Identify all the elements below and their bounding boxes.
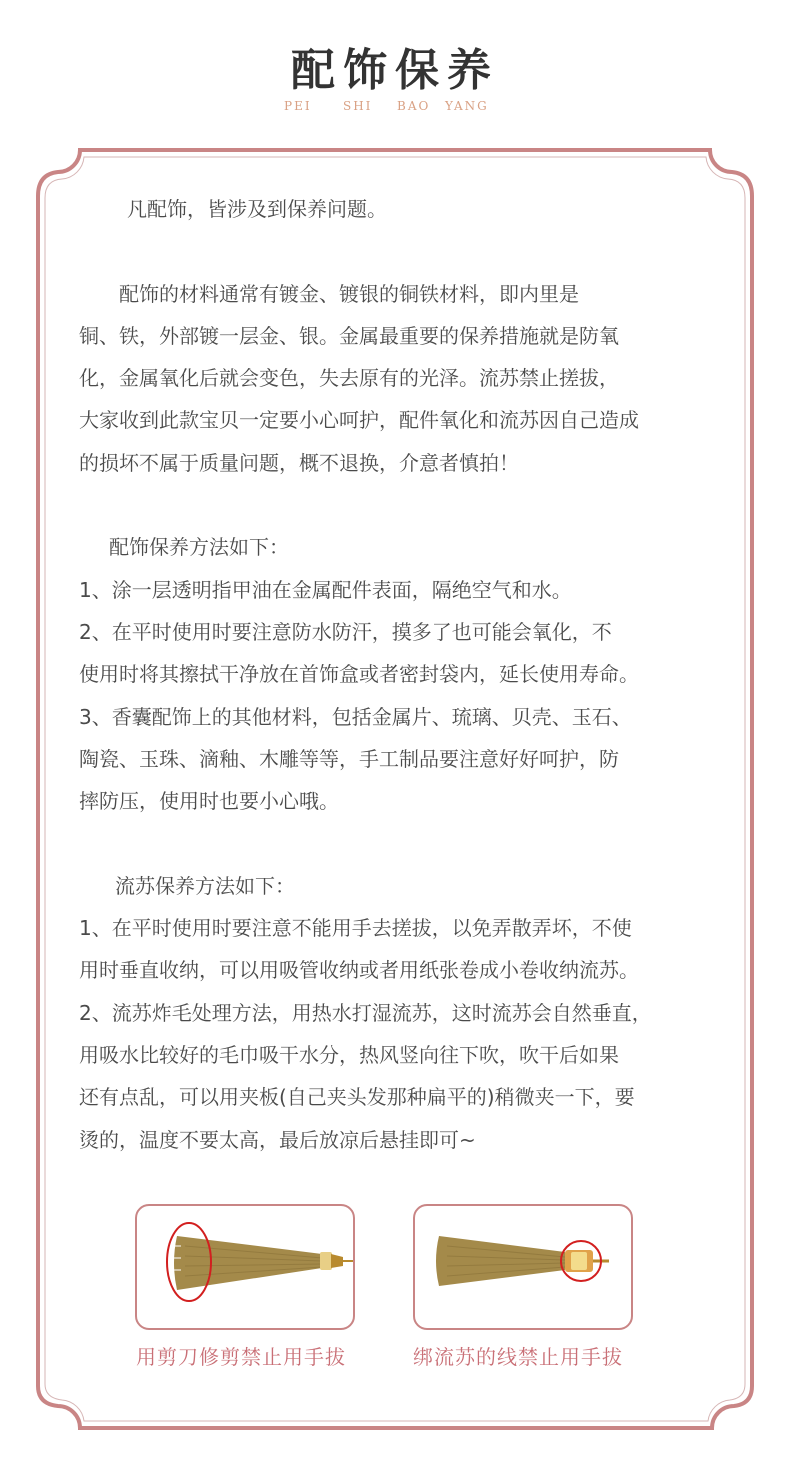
tassel-trim-figure [135,1204,355,1330]
accessory-care-line: 1、涂一层透明指甲油在金属配件表面，隔绝空气和水。 [79,577,572,602]
tassel-trim-caption: 用剪刀修剪禁止用手拔 [136,1345,346,1369]
tassel-knot-circled-icon [415,1206,631,1328]
tassel-care-line: 用时垂直收纳，可以用吸管收纳或者用纸张卷成小卷收纳流苏。 [79,958,639,983]
accessory-care-line: 使用时将其擦拭干净放在首饰盒或者密封袋内，延长使用寿命。 [79,662,639,687]
tassel-care-line: 1、在平时使用时要注意不能用手去搓拔，以免弄散弄坏，不使 [79,916,632,941]
tassel-end-circled-icon [137,1206,353,1328]
material-line: 铜、铁，外部镀一层金、银。金属最重要的保养措施就是防氧 [79,323,619,348]
pinyin-yang: YANG [445,99,489,113]
pinyin-shi: SHI [343,99,373,113]
material-line: 的损坏不属于质量问题，概不退换，介意者慎拍！ [79,450,519,475]
intro-paragraph: 凡配饰，皆涉及到保养问题。 [127,197,387,221]
tassel-care-line: 用吸水比较好的毛巾吸干水分，热风竖向往下吹，吹干后如果 [79,1042,619,1067]
accessory-care-line: 摔防压，使用时也要小心哦。 [79,789,339,814]
material-line: 化，金属氧化后就会变色，失去原有的光泽。流苏禁止搓拔， [79,366,619,391]
material-line: 配饰的材料通常有镀金、镀银的铜铁材料，即内里是 [119,281,579,306]
tassel-care-line: 烫的，温度不要太高，最后放凉后悬挂即可~ [79,1127,476,1152]
tassel-care-line: 还有点乱，可以用夹板(自己夹头发那种扁平的)稍微夹一下，要 [79,1085,635,1110]
page-title: 配饰保养 [291,45,499,96]
care-text [79,188,724,1161]
material-line: 大家收到此款宝贝一定要小心呵护，配件氧化和流苏因自己造成 [79,408,639,433]
tassel-knot-figure [413,1204,633,1330]
accessory-care-line: 3、香囊配饰上的其他材料，包括金属片、琉璃、贝壳、玉石、 [79,704,632,729]
accessory-care-heading: 配饰保养方法如下： [109,535,289,560]
pinyin-pei: PEI [284,99,312,113]
tassel-care-line: 2、流苏炸毛处理方法，用热水打湿流苏，这时流苏会自然垂直， [79,1000,652,1025]
accessory-care-line: 2、在平时使用时要注意防水防汗，摸多了也可能会氧化，不 [79,619,612,644]
accessory-care-line: 陶瓷、玉珠、滴釉、木雕等等，手工制品要注意好好呵护，防 [79,746,619,771]
pinyin-bao: BAO [397,99,431,113]
tassel-care-heading: 流苏保养方法如下： [115,873,295,898]
tassel-knot-caption: 绑流苏的线禁止用手拔 [413,1345,623,1369]
